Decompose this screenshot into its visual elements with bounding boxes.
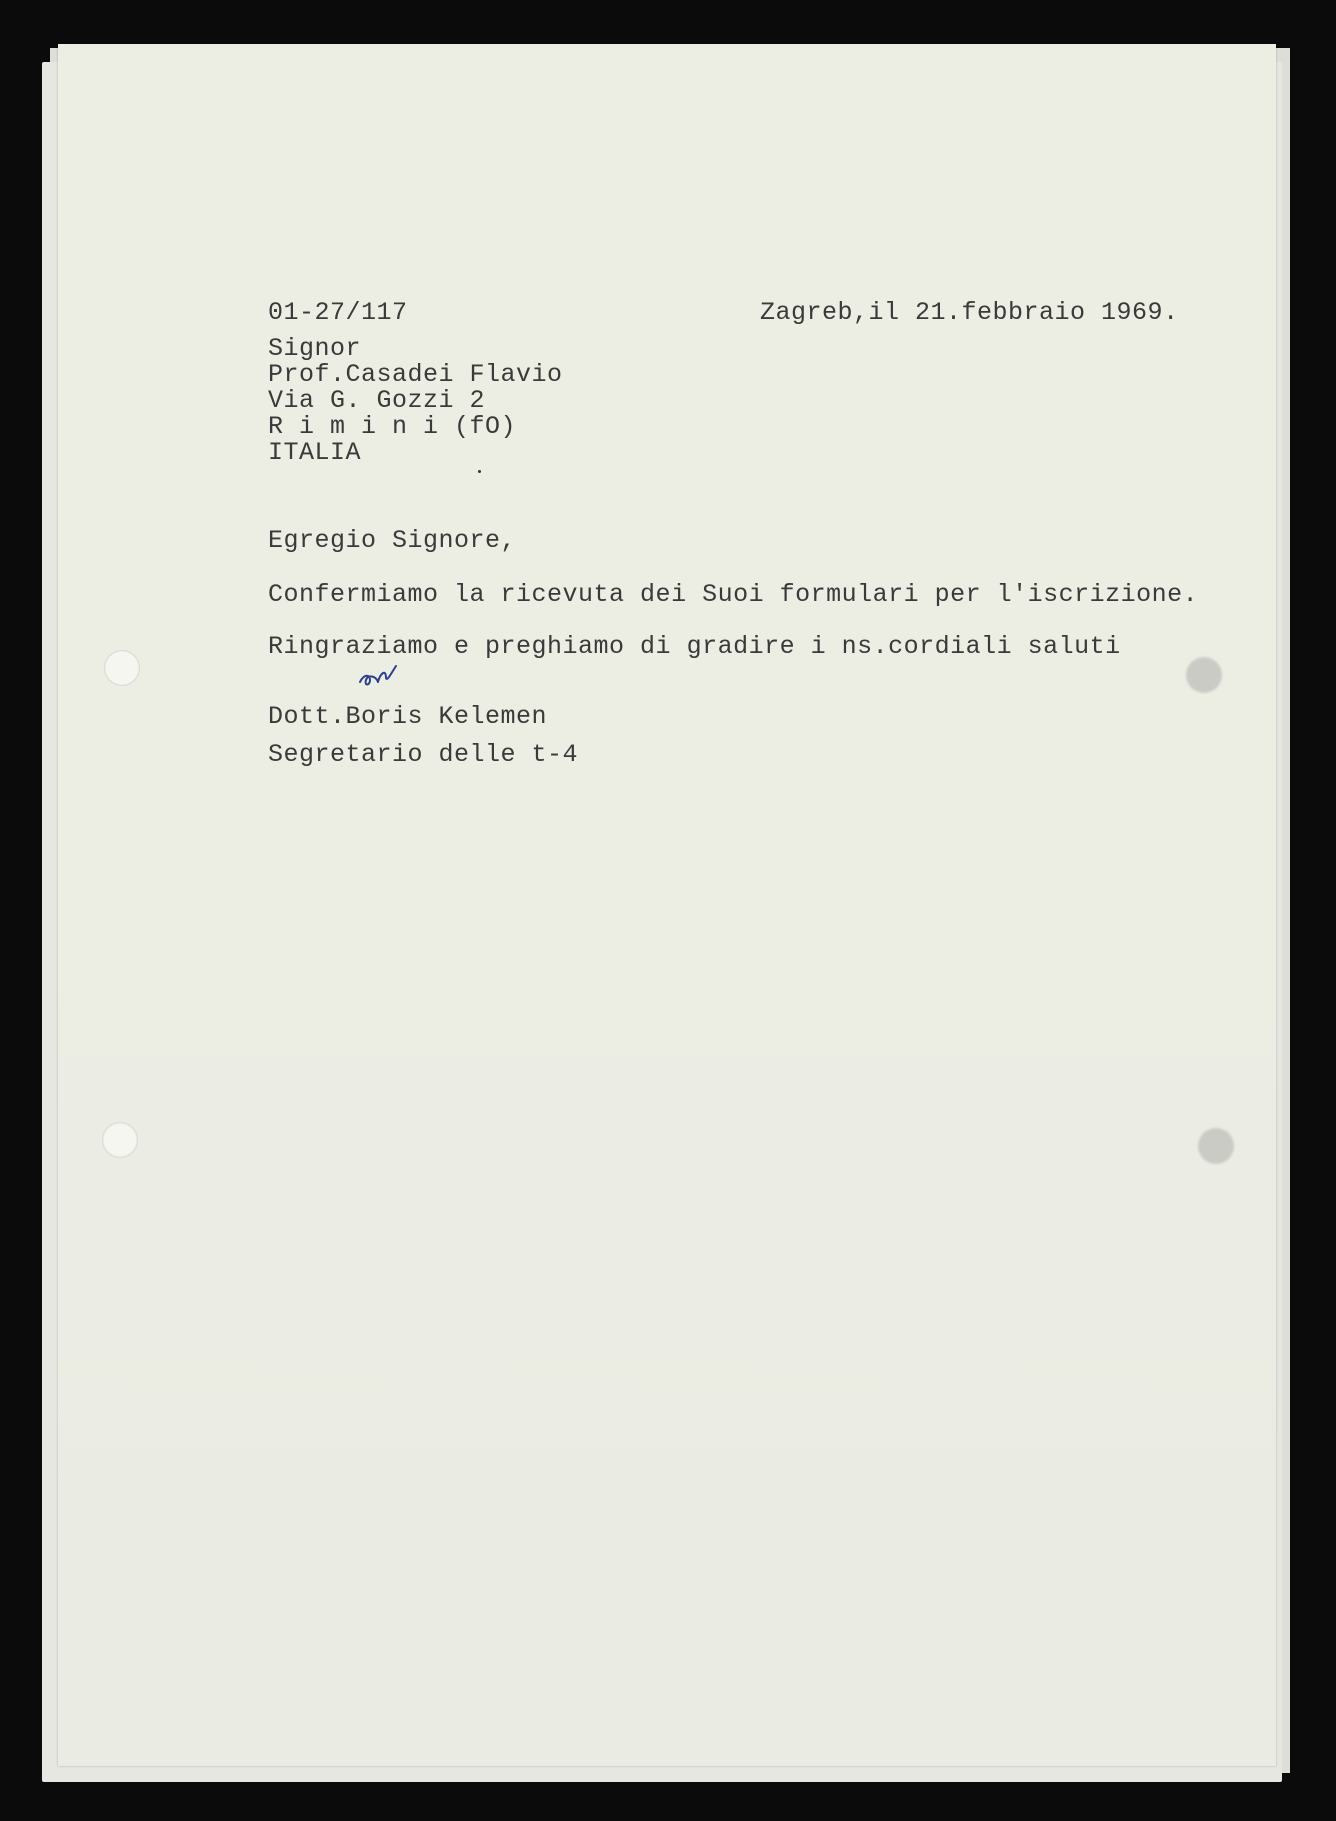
body-line-2: Ringraziamo e preghiamo di gradire i ns.cordiali saluti [268,632,1121,661]
signatory-name: Dott.Boris Kelemen [268,702,548,731]
punch-hole [104,650,140,686]
place-date: Zagreb,il 21.febbraio 1969. [760,298,1179,327]
recipient-name: Prof.Casadei Flavio [268,360,563,389]
punch-hole-shadow [1198,1128,1234,1164]
handwritten-initials-signature [356,660,406,690]
recipient-country: ITALIA [268,438,362,467]
salutation: Egregio Signore, [268,526,517,555]
ink-dot [478,470,481,473]
punch-hole [102,1122,138,1158]
reference-number: 01-27/117 [268,298,408,327]
recipient-title: Signor [268,334,362,363]
recipient-street: Via G. Gozzi 2 [268,386,486,415]
signatory-title: Segretario delle t-4 [268,740,579,769]
body-line-1: Confermiamo la ricevuta dei Suoi formulari per l'iscrizione. [268,580,1199,609]
punch-hole-shadow [1186,657,1222,693]
recipient-city: R i m i n i (fO) [268,412,517,441]
